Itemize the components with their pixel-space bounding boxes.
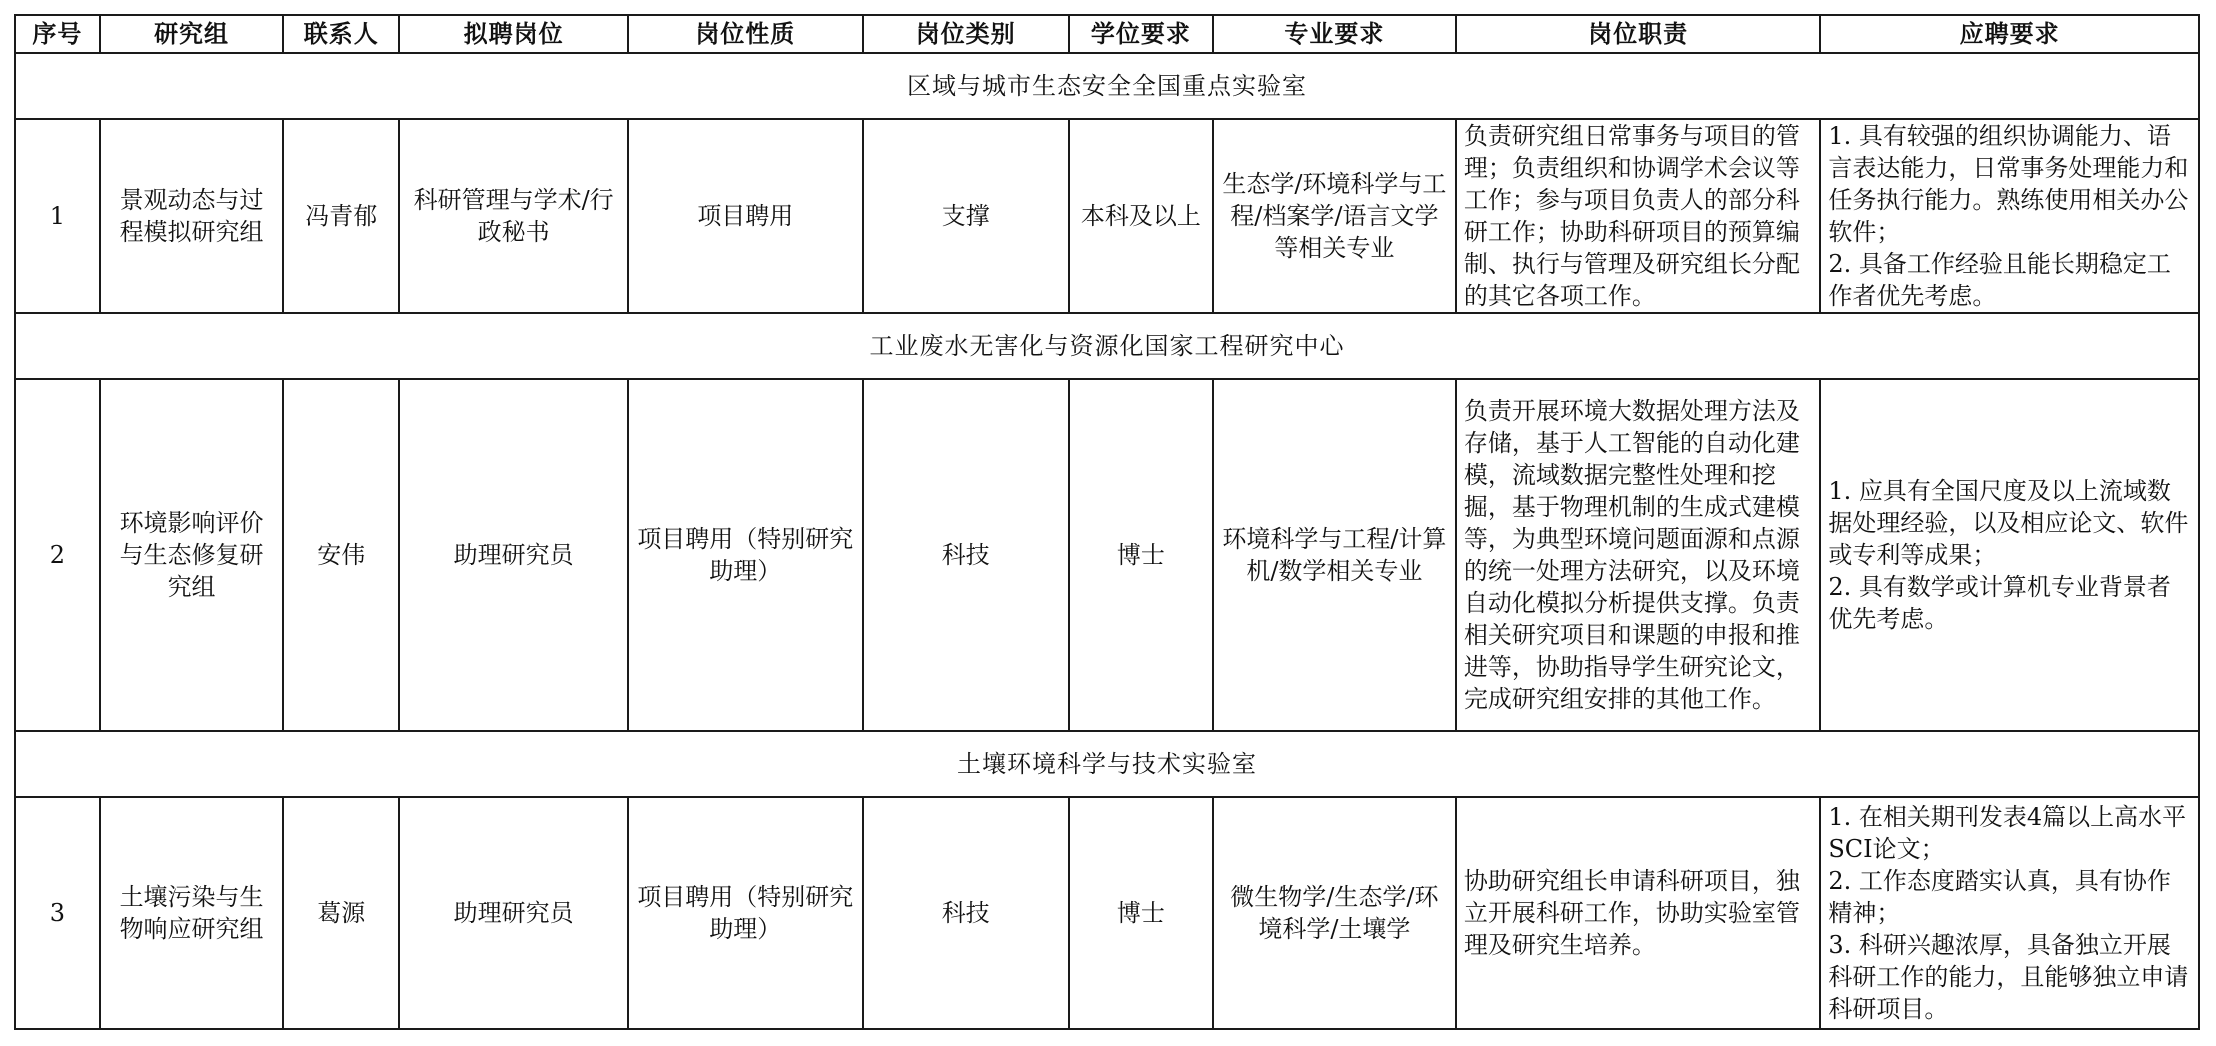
cell-position: 科研管理与学术/行政秘书	[399, 119, 628, 313]
cell-major: 环境科学与工程/计算机/数学相关专业	[1213, 379, 1456, 731]
cell-group: 景观动态与过程模拟研究组	[100, 119, 284, 313]
section-title: 区域与城市生态安全全国重点实验室	[15, 53, 2199, 119]
cell-group: 环境影响评价与生态修复研究组	[100, 379, 284, 731]
cell-major: 微生物学/生态学/环境科学/土壤学	[1213, 797, 1456, 1029]
table-row	[15, 379, 2199, 731]
cell-duties: 协助研究组长申请科研项目，独立开展科研工作，协助实验室管理及研究生培养。	[1456, 797, 1820, 1029]
cell-position: 助理研究员	[399, 379, 628, 731]
section-title-row	[15, 731, 2199, 797]
cell-nature: 项目聘用（特别研究助理）	[628, 379, 863, 731]
section-title: 工业废水无害化与资源化国家工程研究中心	[15, 313, 2199, 379]
header-category: 岗位类别	[863, 15, 1069, 53]
header-requirements: 应聘要求	[1820, 15, 2199, 53]
cell-degree: 本科及以上	[1069, 119, 1213, 313]
cell-contact: 安伟	[283, 379, 399, 731]
header-nature: 岗位性质	[628, 15, 863, 53]
section-title: 土壤环境科学与技术实验室	[15, 731, 2199, 797]
header-contact: 联系人	[283, 15, 399, 53]
cell-category: 科技	[863, 379, 1069, 731]
cell-duties: 负责开展环境大数据处理方法及存储，基于人工智能的自动化建模，流域数据完整性处理和挖掘，基于物理机制的生成式建模等，为典型环境问题面源和点源的统一处理方法研究，以及环境自动化模拟分析提供支撑。负责相关研究项目和课题的申报和推进等，协助指导学生研究论文，完成研究组安排的其他工作。	[1456, 379, 1820, 731]
cell-degree: 博士	[1069, 797, 1213, 1029]
table-row	[15, 119, 2199, 313]
cell-contact: 葛源	[283, 797, 399, 1029]
cell-nature: 项目聘用（特别研究助理）	[628, 797, 863, 1029]
header-no: 序号	[15, 15, 100, 53]
cell-no: 1	[15, 119, 100, 313]
cell-requirements: 1. 具有较强的组织协调能力、语言表达能力，日常事务处理能力和任务执行能力。熟练使用相关办公软件； 2. 具备工作经验且能长期稳定工作者优先考虑。	[1820, 119, 2199, 313]
cell-category: 支撑	[863, 119, 1069, 313]
cell-no: 3	[15, 797, 100, 1029]
cell-degree: 博士	[1069, 379, 1213, 731]
cell-requirements: 1. 在相关期刊发表4篇以上高水平SCI论文； 2. 工作态度踏实认真，具有协作精神； 3. 科研兴趣浓厚，具备独立开展科研工作的能力，且能够独立申请科研项目。	[1820, 797, 2199, 1029]
cell-nature: 项目聘用	[628, 119, 863, 313]
cell-group: 土壤污染与生物响应研究组	[100, 797, 284, 1029]
recruitment-table	[14, 14, 2200, 1030]
header-position: 拟聘岗位	[399, 15, 628, 53]
cell-duties: 负责研究组日常事务与项目的管理；负责组织和协调学术会议等工作；参与项目负责人的部分科研工作；协助科研项目的预算编制、执行与管理及研究组长分配的其它各项工作。	[1456, 119, 1820, 313]
header-group: 研究组	[100, 15, 284, 53]
header-row	[15, 15, 2199, 53]
header-degree: 学位要求	[1069, 15, 1213, 53]
cell-no: 2	[15, 379, 100, 731]
section-title-row	[15, 53, 2199, 119]
header-major: 专业要求	[1213, 15, 1456, 53]
section-title-row	[15, 313, 2199, 379]
table-row	[15, 797, 2199, 1029]
cell-category: 科技	[863, 797, 1069, 1029]
cell-major: 生态学/环境科学与工程/档案学/语言文学等相关专业	[1213, 119, 1456, 313]
cell-requirements: 1. 应具有全国尺度及以上流域数据处理经验，以及相应论文、软件或专利等成果； 2. 具有数学或计算机专业背景者优先考虑。	[1820, 379, 2199, 731]
header-duties: 岗位职责	[1456, 15, 1820, 53]
cell-contact: 冯青郁	[283, 119, 399, 313]
recruitment-table-page	[14, 14, 2200, 1030]
cell-position: 助理研究员	[399, 797, 628, 1029]
